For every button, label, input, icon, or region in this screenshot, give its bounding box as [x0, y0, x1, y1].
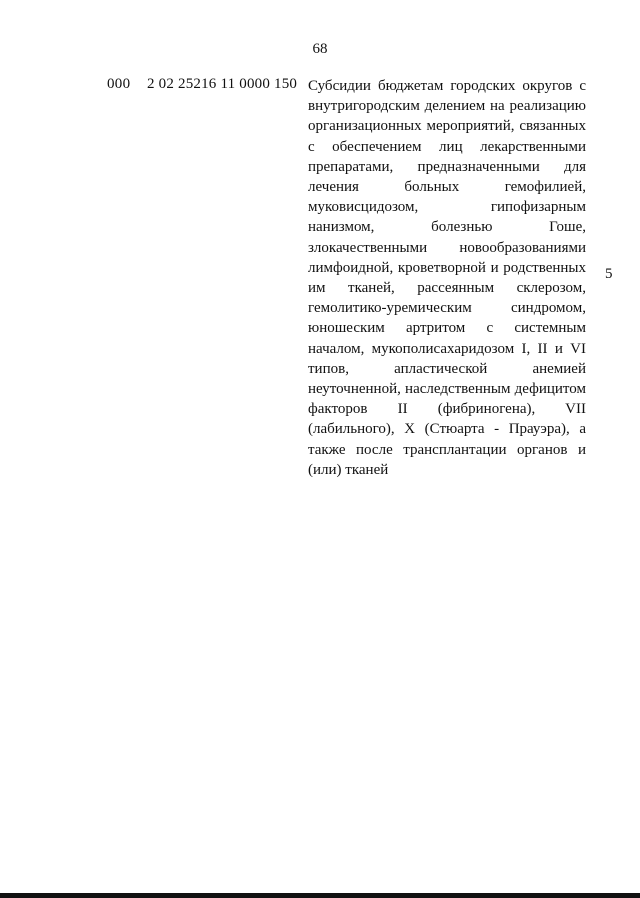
classification-row: [0, 76, 640, 496]
revenue-description: Субсидии бюджетам городских округов с внутригородским делением на реализацию организационных мероприятий, связанных с обеспечением лиц лекарственными препаратами, предназначенными для лечения больных гемофилией, муковисцидозом, гипофизарным нанизмом, болезнью Гоше, злокачественными новообразованиями лимфоидной, кроветворной и родственных им тканей, рассеянным склерозом, гемолитико-уремическим синдромом, юношеским артритом с системным началом, мукополисахаридозом I, II и VI типов, апластической анемией неуточненной, наследственным дефицитом факторов II (фибриногена), VII (лабильного), X (Стюарта - Прауэра), а также после трансплантации органов и (или) тканей: [308, 78, 586, 478]
page-number: 68: [312, 41, 328, 57]
scan-bottom-edge: [0, 893, 640, 898]
administrator-code: 000: [107, 76, 131, 92]
budget-classification-code: 2 02 25216 11 0000 150: [147, 76, 298, 92]
margin-line-number: 5: [605, 266, 613, 282]
